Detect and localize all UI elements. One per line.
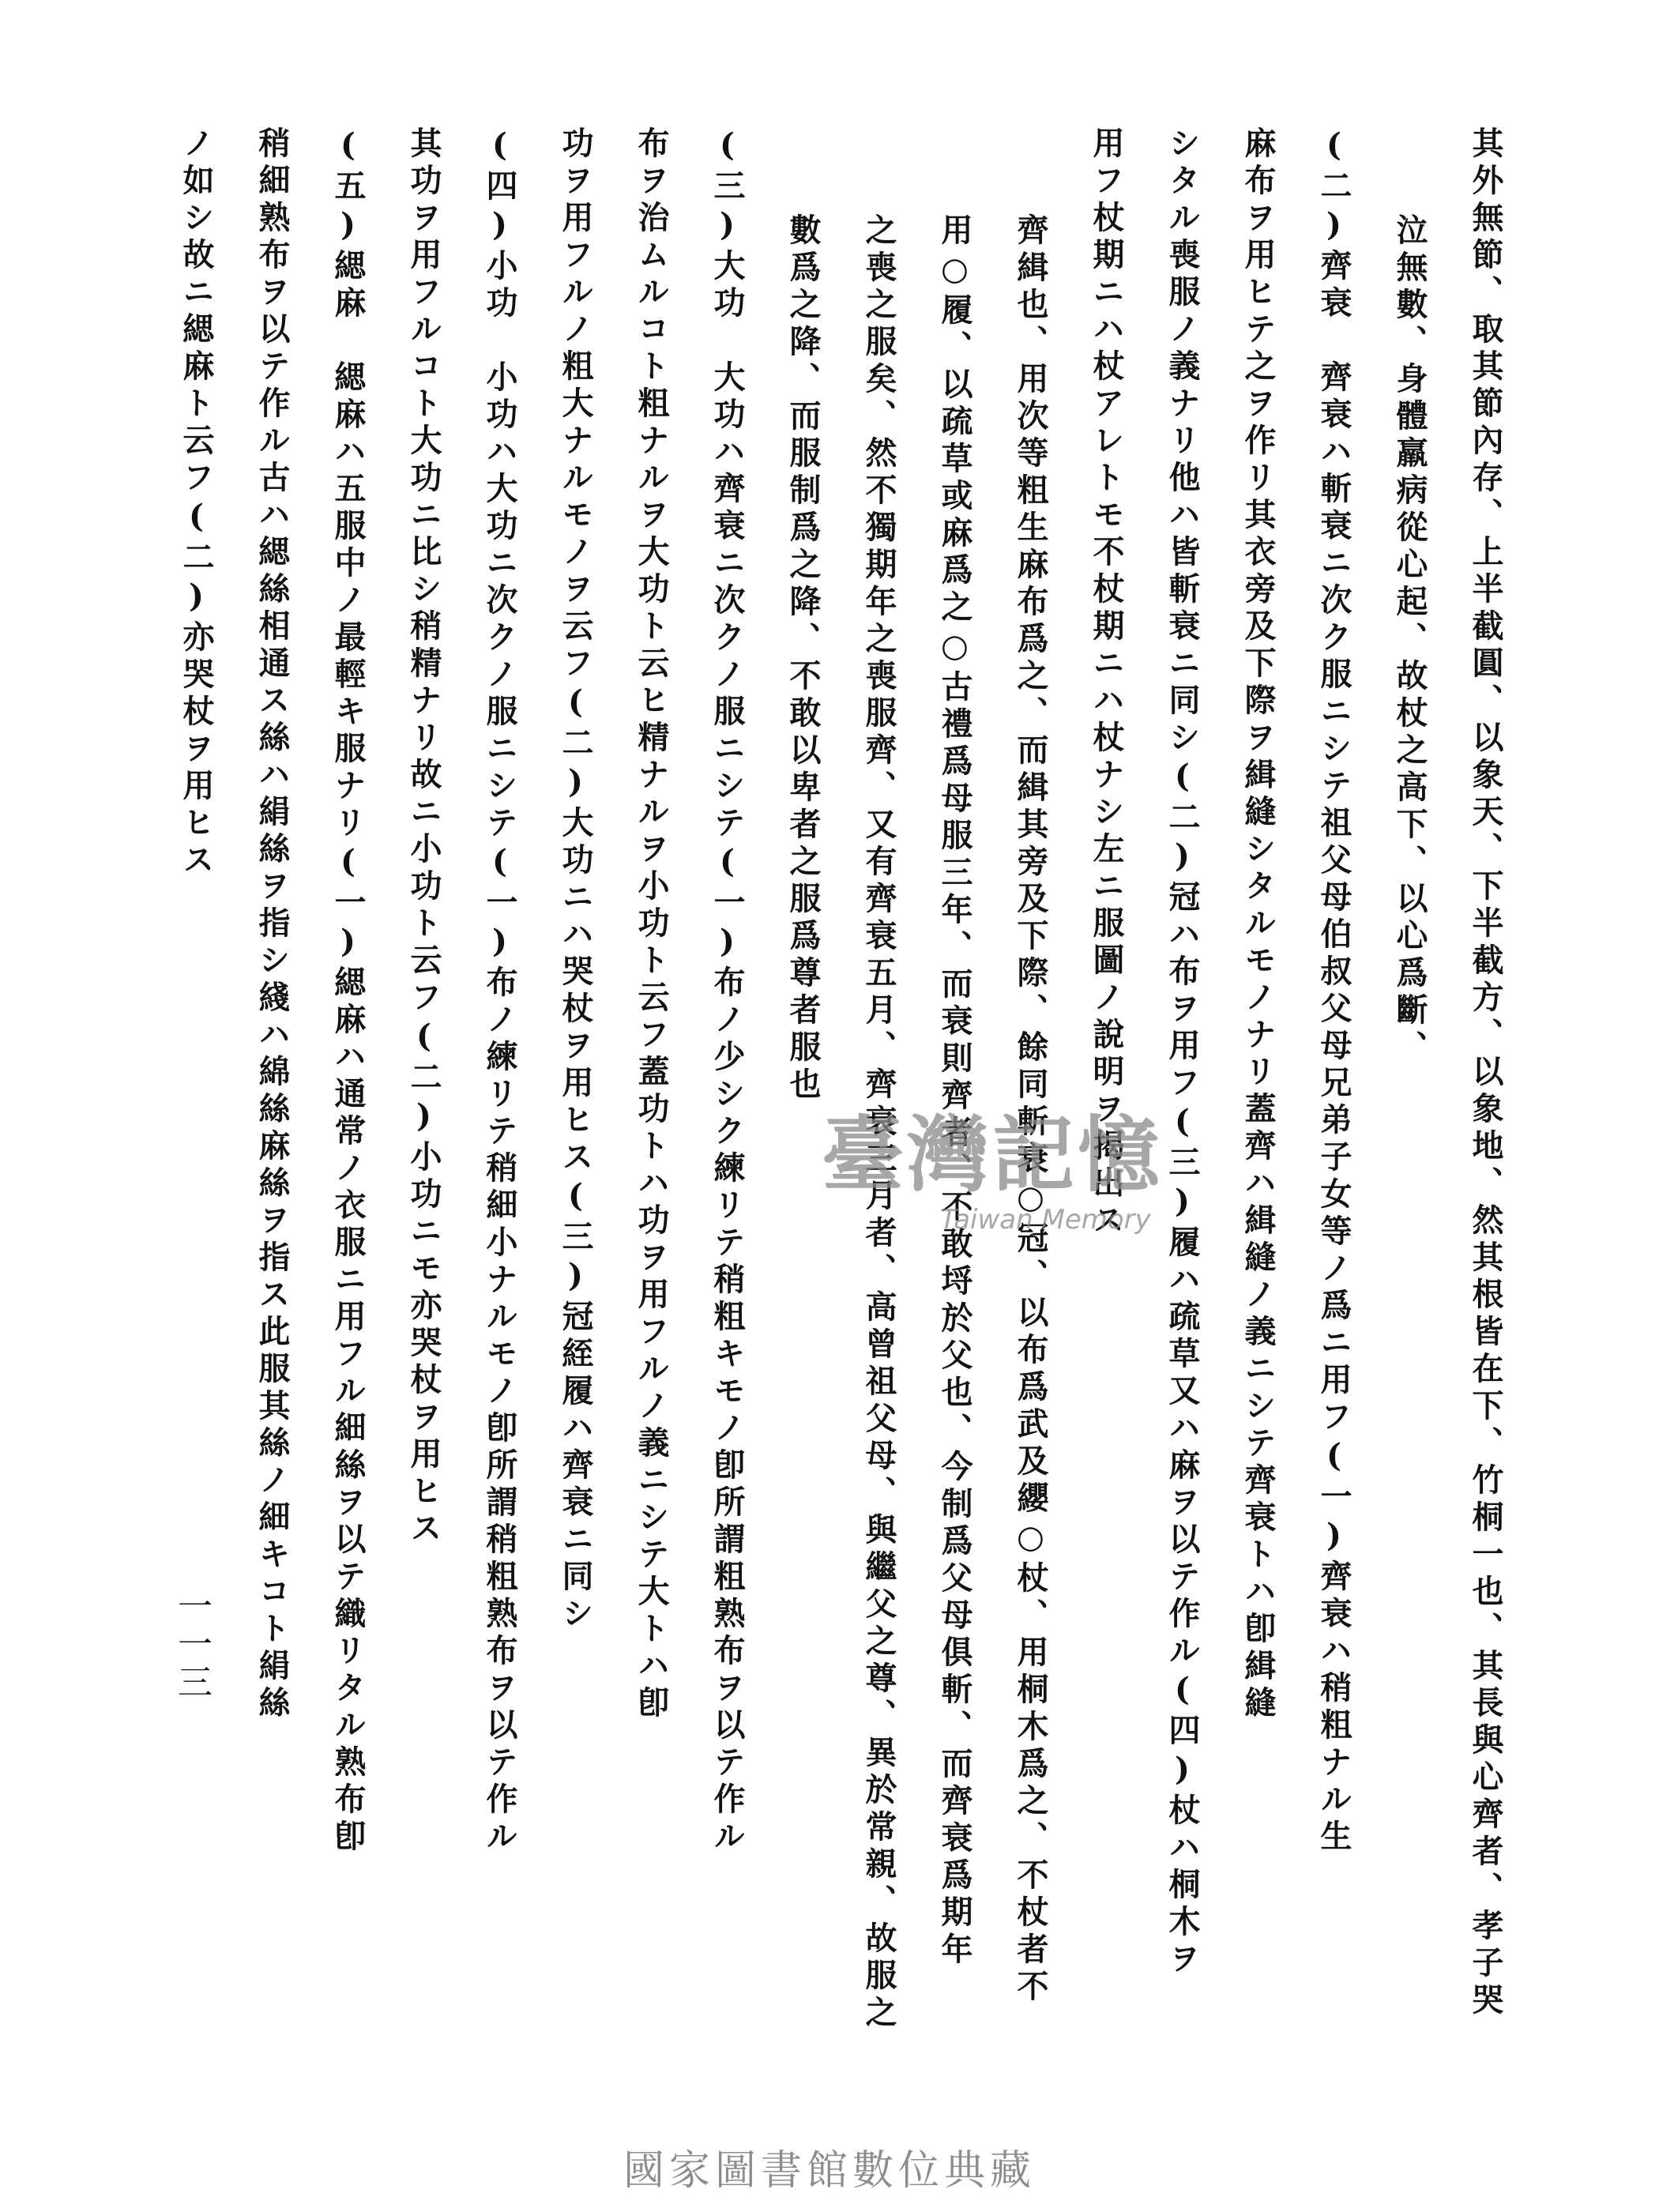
text-column: 稍細熟布ヲ以テ作ル古ハ緦絲相通ス絲ハ絹絲ヲ指シ綫ハ綿絲麻絲ヲ指ス此服其絲ノ細キコト絹絲 [254,126,291,1723]
footer-caption: 國家圖書館數位典藏 [623,2147,1036,2195]
commentary-column: 用○履、以疏草或麻爲之○古禮爲母服三年、而衰則齊者、不敢埒於父也、今制爲父母俱斬、而齊衰爲期年 [936,213,973,1969]
text-column: 用フ杖期ニハ杖アレトモ不杖期ニハ杖ナシ左ニ服圖ノ說明ヲ揭出ス [1088,126,1125,1240]
watermark-text: 臺灣記憶 [822,1106,1164,1203]
page-number: 一一三 [171,1588,212,1702]
text-column: ノ如シ故ニ緦麻ト云フ(二)亦哭杖ヲ用ヒス [178,126,215,880]
text-column: 功ヲ用フルノ粗大ナルモノヲ云フ(二)大功ニハ哭杖ヲ用ヒス(三)冠絰履ハ齊衰ニ同シ [557,126,594,1634]
section-heading-column: (四)小功 小功ハ大功ニ次クノ服ニシテ(一)布ノ練リテ稍細小ナルモノ卽所謂稍粗熟布ヲ以テ作ル [481,126,518,1856]
text-column: シタル喪服ノ義ナリ他ハ皆斬衰ニ同シ(二)冠ハ布ヲ用フ(三)履ハ疏草又ハ麻ヲ以テ作ル(四)杖ハ桐木ヲ [1164,126,1201,1979]
text-column: 其外無節、取其節內存、上半截圓、以象天、下半截方、以象地、然其根皆在下、竹桐一也、其長與心齊者、孝子哭 [1467,126,1504,2020]
text-column: 其功ヲ用フルコト大功ニ比シ稍精ナリ故ニ小功ト云フ(二)小功ニモ亦哭杖ヲ用ヒス [405,126,442,1548]
section-heading-column: (五)緦麻 緦麻ハ五服中ノ最輕キ服ナリ(一)緦麻ハ通常ノ衣服ニ用フル細絲ヲ以テ織リタル熟布卽 [329,126,367,1856]
commentary-column: 數爲之降、而服制爲之降、不敢以卑者之服爲尊者服也 [784,213,822,1104]
text-column: 布ヲ治ムルコト粗ナルヲ大功ト云ヒ精ナルヲ小功ト云フ蓋功トハ功ヲ用フルノ義ニシテ大トハ卽 [633,126,670,1723]
watermark-subtitle: Taiwan Memory [940,1204,1151,1236]
commentary-column: 之喪之服矣、然不獨期年之喪服齊、又有齊衰五月、齊衰三月者、高曾祖父母、與繼父之尊、異於常親、故服之 [860,213,897,2033]
section-heading-column: (三)大功 大功ハ齊衰ニ次クノ服ニシテ(一)布ノ少シク練リテ稍粗キモノ卽所謂粗熟布ヲ以テ作ル [709,126,746,1856]
text-column: 麻布ヲ用ヒテ之ヲ作リ其衣旁及下際ヲ緝縫シタルモノナリ蓋齊ハ緝縫ノ義ニシテ齊衰トハ卽緝縫 [1240,126,1277,1723]
commentary-column: 齊緝也、用次等粗生麻布爲之、而緝其旁及下際、餘同斬衰○冠、以布爲武及纓○杖、用桐木爲之、不杖者不 [1012,213,1049,2007]
watermark [822,1106,1311,1256]
text-column: 泣無數、身體羸病從心起、故杖之高下、以心爲斷、 [1391,213,1428,1067]
section-heading-column: (二)齊衰 齊衰ハ斬衰ニ次ク服ニシテ祖父母伯叔父母兄弟子女等ノ爲ニ用フ(一)齊衰ハ稍粗ナル生 [1315,126,1352,1856]
